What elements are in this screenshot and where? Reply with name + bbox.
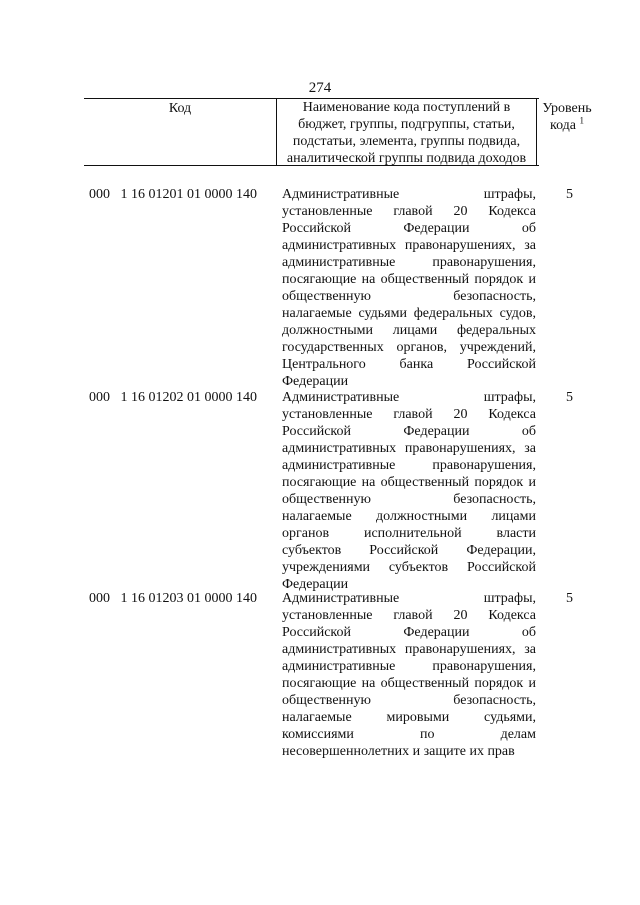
row-description-line: Российской Федерации об [282,625,536,640]
row-level: 5 [566,187,573,202]
table-header [84,98,592,166]
row-description-line: Центрального банка Российской [282,357,536,372]
row-description [282,186,536,390]
row-description-line: Административные штрафы, [282,591,536,606]
row-description [282,389,536,593]
row-description-line: общественную безопасность, [282,289,536,304]
row-description-line: налагаемые судьями федеральных судов, [282,306,536,321]
row-description-line: налагаемые мировыми судьями, [282,710,536,725]
row-description-line: посягающие на общественный порядок и [282,272,536,287]
header-level-line2: кода [549,118,577,133]
row-level: 5 [566,591,573,606]
header-name-line: Наименование кода поступлений в [302,100,511,115]
row-description [282,590,536,760]
row-code: 000 1 16 01201 01 0000 140 [89,187,257,202]
row-description-line: Федерации [282,374,349,389]
row-description-line: Российской Федерации об [282,221,536,236]
row-code: 000 1 16 01203 01 0000 140 [89,591,257,606]
row-description-line: субъектов Российской Федерации, [282,543,536,558]
row-description-line: Административные штрафы, [282,187,536,202]
row-description-line: несовершеннолетних и защите их прав [282,744,515,759]
row-code: 000 1 16 01202 01 0000 140 [89,390,257,405]
row-description-line: административных правонарушениях, за [282,238,536,253]
row-description-line: государственных органов, учреждений, [282,340,536,355]
row-description-line: административные правонарушения, [282,659,536,674]
header-code: Код [84,99,277,165]
header-name-line: подстатьи, элемента, группы подвида, [292,134,521,149]
header-level [537,99,597,165]
row-description-line: посягающие на общественный порядок и [282,676,536,691]
row-description-line: административных правонарушениях, за [282,441,536,456]
row-description-line: установленные главой 20 Кодекса [282,407,536,422]
row-description-line: Федерации [282,577,349,592]
row-description-line: органов исполнительной власти [282,526,536,541]
row-description-line: установленные главой 20 Кодекса [282,204,536,219]
row-description-line: посягающие на общественный порядок и [282,475,536,490]
header-level-footnote: 1 [579,115,585,126]
row-description-line: административные правонарушения, [282,255,536,270]
header-name-line: бюджет, группы, подгруппы, статьи, [298,117,515,132]
header-name [277,99,537,165]
row-description-line: налагаемые должностными лицами [282,509,536,524]
row-level: 5 [566,390,573,405]
header-level-line1: Уровень [542,101,592,116]
row-description-line: комиссиями по делам [282,727,536,742]
row-description-line: установленные главой 20 Кодекса [282,608,536,623]
row-description-line: административных правонарушениях, за [282,642,536,657]
row-description-line: Российской Федерации об [282,424,536,439]
row-description-line: общественную безопасность, [282,693,536,708]
page-number: 274 [308,80,332,96]
row-description-line: учреждениями субъектов Российской [282,560,536,575]
row-description-line: общественную безопасность, [282,492,536,507]
row-description-line: Административные штрафы, [282,390,536,405]
row-description-line: административные правонарушения, [282,458,536,473]
header-name-line: аналитической группы подвида доходов [286,151,527,166]
row-description-line: должностными лицами федеральных [282,323,536,338]
